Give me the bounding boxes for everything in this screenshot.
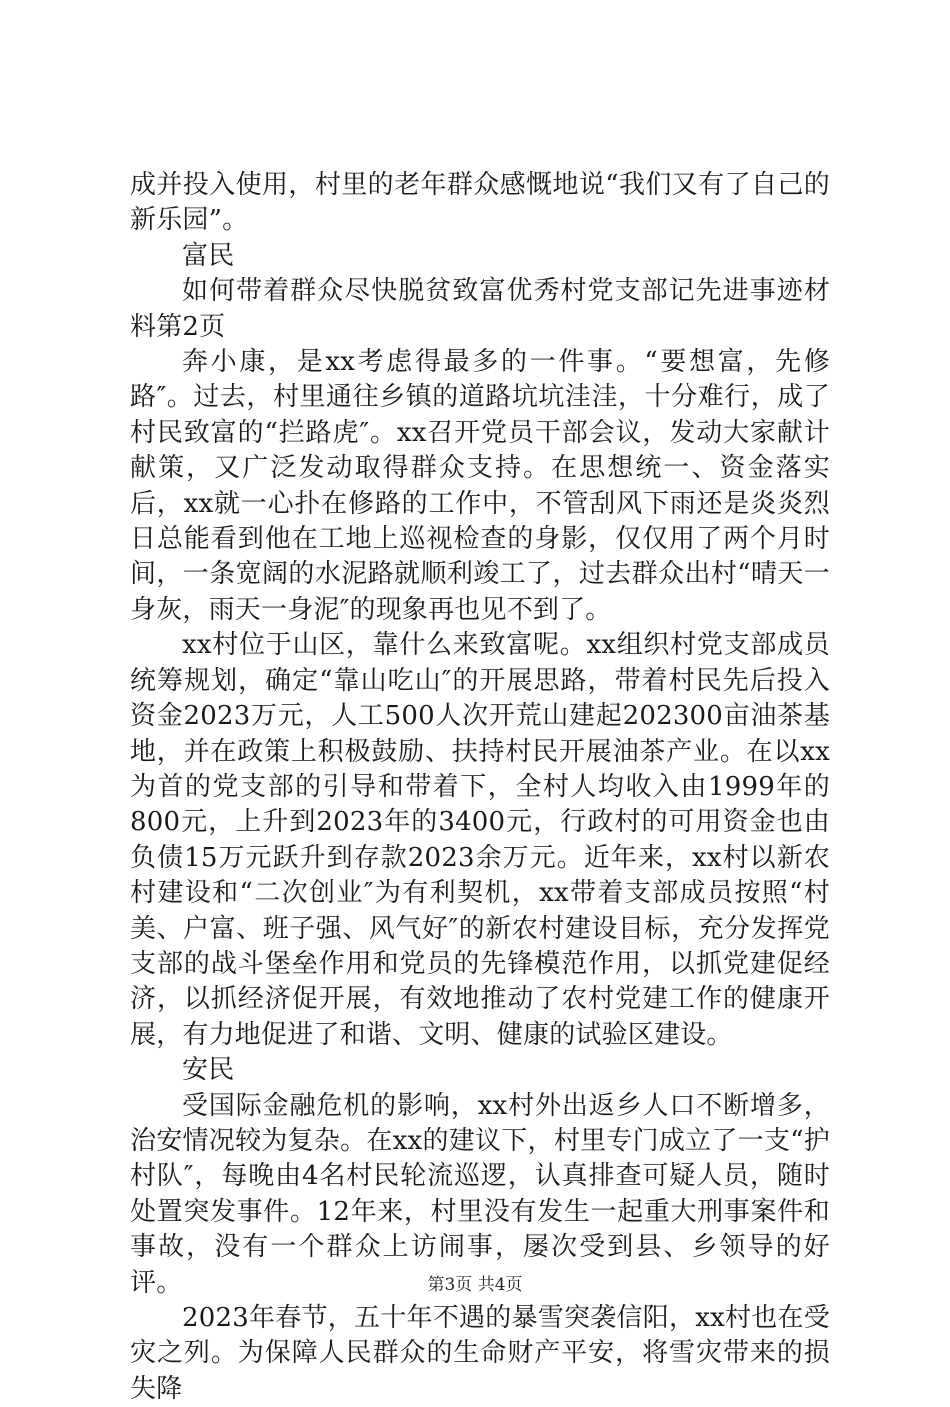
section-heading-anmin: 安民 (182, 1055, 235, 1086)
page-footer: 第3页 共4页 (427, 1275, 523, 1295)
section-heading-fumin: 富民 (182, 240, 235, 271)
paragraph-continuation: 成并投入使用，村里的老年群众感慨地说“我们又有了自己的新乐园”。 (130, 170, 830, 236)
paragraph-oil-tea-industry: xx村位于山区，靠什么来致富呢。xx组织村党支部成员统筹规划，确定“靠山吃山″的开展思路，带着村民先后投入资金2023万元，人工500人次开荒山建起202300亩油茶基地，并在政策上积极鼓励、扶持村民开展油茶产业。在以xx为首的党支部的引导和带着下，全村人均收入由1999年的800元，上升到2023年的3400元，行政村的可用资金也由负债15万元跃升到存款2023余万元。近年来，xx村以新农村建设和“二次创业″为有利契机，xx带着支部成员按照“村美、户富、班子强、风气好″的新农村建设目标，充分发挥党支部的战斗堡垒作用和党员的先锋模范作用，以抓党建促经济，以抓经济促开展，有效地推动了农村党建工作的健康开展，有力地促进了和谐、文明、健康的试验区建设。 (130, 630, 830, 1050)
paragraph-village-patrol: 受国际金融危机的影响，xx村外出返乡人口不断增多，治安情况较为复杂。在xx的建议下，村里专门成立了一支“护村队″，每晚由4名村民轮流巡逻，认真排查可疑人员，随时处置突发事件。12年来，村里没有发生一起重大刑事案件和事故，没有一个群众上访闹事，屡次受到县、乡领导的好评。 (130, 1090, 830, 1298)
document-body (130, 168, 830, 1407)
paragraph-snowstorm: 2023年春节，五十年不遇的暴雪突袭信阳，xx村也在受灾之列。为保障人民群众的生命财产平安，将雪灾带来的损失降 (130, 1303, 830, 1404)
running-title-line: 如何带着群众尽快脱贫致富优秀村党支部记先进事迹材料第2页 (130, 276, 830, 342)
paragraph-road-building: 奔小康，是xx考虑得最多的一件事。“要想富，先修路″。过去，村里通往乡镇的道路坑坑洼洼，十分难行，成了村民致富的“拦路虎″。xx召开党员干部会议，发动大家献计献策，又广泛发动取得群众支持。在思想统一、资金落实后，xx就一心扑在修路的工作中，不管刮风下雨还是炎炎烈日总能看到他在工地上巡视检查的身影，仅仅用了两个月时间，一条宽阔的水泥路就顺利竣工了，过去群众出村“晴天一身灰，雨天一身泥″的现象再也见不到了。 (130, 347, 830, 625)
